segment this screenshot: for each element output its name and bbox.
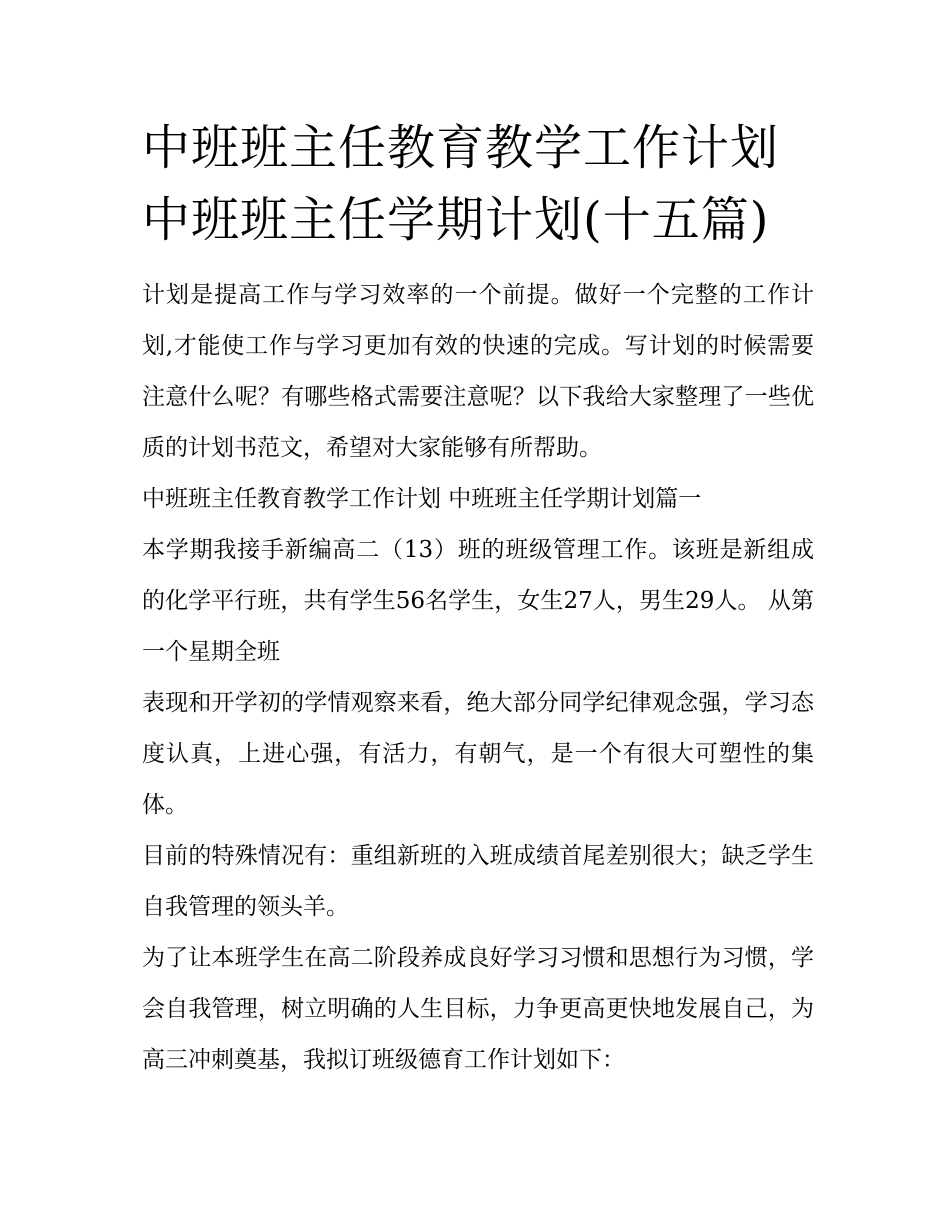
- body-paragraph: 目前的特殊情况有：重组新班的入班成绩首尾差别很大；缺乏学生自我管理的领头羊。: [142, 843, 814, 920]
- document-title: 中班班主任教育教学工作计划 中班班主任学期计划(十五篇): [142, 120, 780, 248]
- body-paragraph: 表现和开学初的学情观察来看，绝大部分同学纪律观念强，学习态度认真，上进心强，有活力，有朝气，是一个有很大可塑性的集体。: [142, 690, 814, 818]
- document-body: [142, 112, 814, 1086]
- body-paragraph: 为了让本班学生在高二阶段养成良好学习习惯和思想行为习惯，学会自我管理，树立明确的人生目标，力争更高更快地发展自己，为高三冲刺奠基，我拟订班级德育工作计划如下：: [142, 945, 814, 1073]
- intro-paragraph: 计划是提高工作与学习效率的一个前提。做好一个完整的工作计划,才能使工作与学习更加有效的快速的完成。写计划的时候需要注意什么呢？有哪些格式需要注意呢？以下我给大家整理了一些优质的计划书范文，希望对大家能够有所帮助。: [142, 282, 814, 461]
- section-heading: 中班班主任教育教学工作计划 中班班主任学期计划篇一: [142, 486, 702, 512]
- body-paragraph: 本学期我接手新编高二（13）班的班级管理工作。该班是新组成的化学平行班，共有学生56名学生，女生27人，男生29人。 从第一个星期全班: [142, 537, 814, 665]
